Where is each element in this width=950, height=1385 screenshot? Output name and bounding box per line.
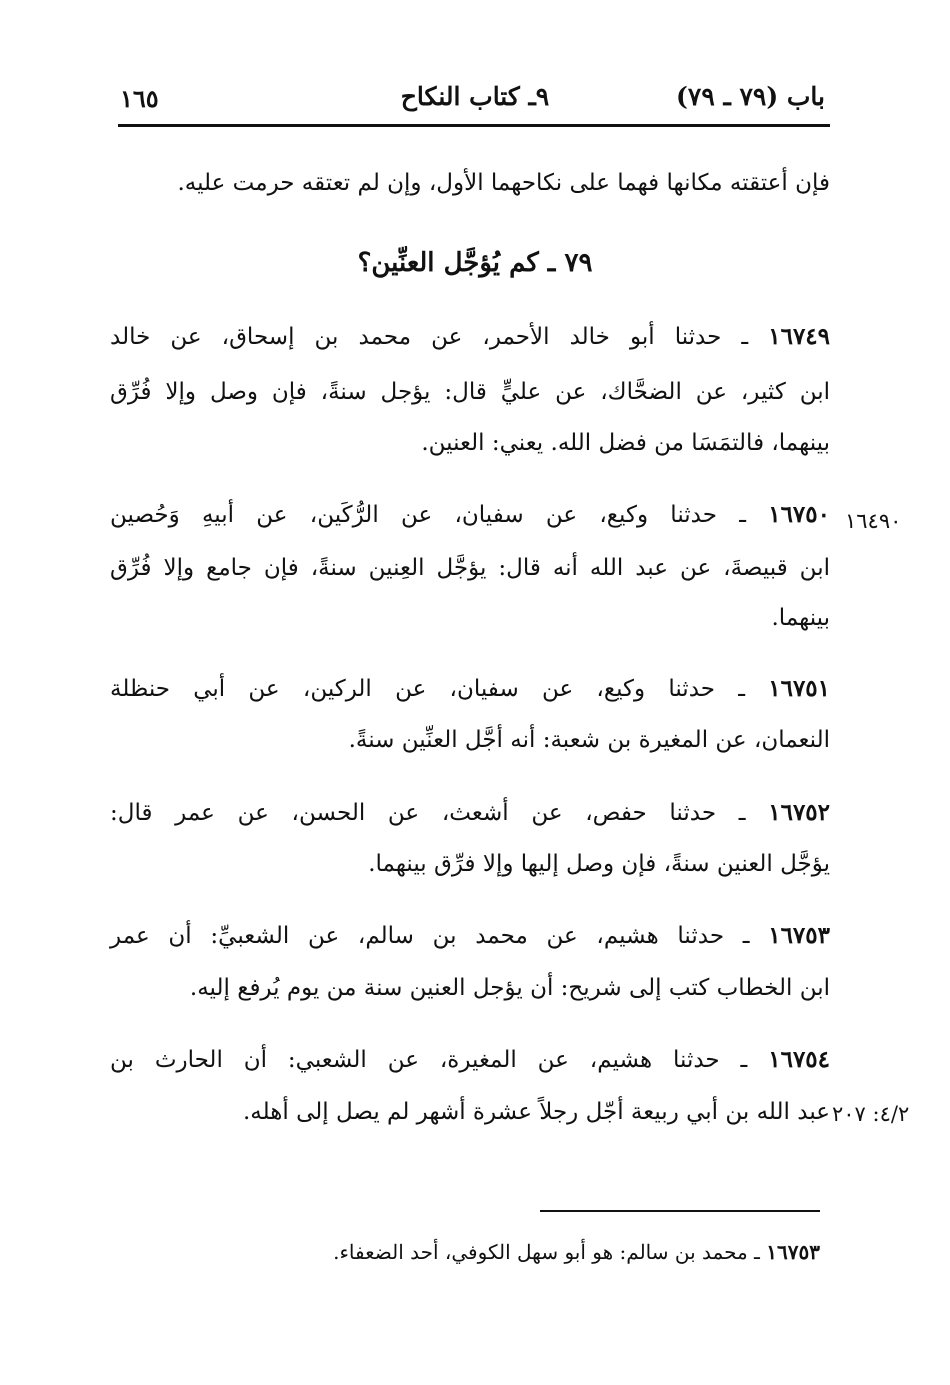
footnote [200,1238,820,1266]
margin-cross-reference: ١٦٤٩٠ [845,509,902,533]
hadith-16753-line-1: ١٦٧٥٣ ـ حدثنا هشيم، عن محمد بن سالم، عن الشعبيِّ: أن عمر [110,922,830,949]
hadith-number: ١٦٧٥٣ [768,922,830,949]
hadith-16751-line-2: النعمان، عن المغيرة بن شعبة: أنه أجَّل العنِّين سنةً. [348,727,830,753]
hadith-number: ١٦٧٥٢ [768,799,831,826]
hadith-number: ١٦٧٥٤ [768,1046,831,1073]
hadith-number: ١٦٧٥٠ [768,501,830,528]
footnote-number: ١٦٧٥٣ [766,1240,820,1264]
hadith-16754-line-2: عبد الله بن أبي ربيعة أجّل رجلاً عشرة أشهر لم يصل إلى أهله. [243,1099,830,1125]
hadith-16752-line-2: يؤجَّل العنين سنةً، فإن وصل إليها وإلا فرِّق بينهما. [368,851,830,877]
hadith-16749-line-2: ابن كثير، عن الضحَّاك، عن عليٍّ قال: يؤجل سنةً، فإن وصل وإلا فُرِّق [110,379,830,405]
hadith-16754-line-1: ١٦٧٥٤ ـ حدثنا هشيم، عن المغيرة، عن الشعبي: أن الحارث بن [110,1046,831,1073]
hadith-16750-line-3: بينهما. [771,605,830,631]
hadith-number: ١٦٧٤٩ [768,323,831,350]
hadith-16749-line-3: بينهما، فالتمَسَا من فضل الله. يعني: العنين. [421,430,830,456]
intro-line: فإن أعتقته مكانها فهما على نكاحهما الأول، وإن لم تعتقه حرمت عليه. [177,170,830,196]
margin-volume-reference: ٤/٢: ٢٠٧ [832,1102,910,1126]
header-rule [118,124,830,127]
hadith-16750-line-2: ابن قبيصةَ، عن عبد الله أنه قال: يؤجَّل العِنين سنةً، فإن جامع وإلا فُرِّق [110,555,830,581]
hadith-16753-line-2: ابن الخطاب كتب إلى شريح: أن يؤجل العنين سنة من يوم يُرفع إليه. [189,975,830,1001]
book-title: ٩ـ كتاب النكاح [400,82,550,111]
hadith-16750-line-1: ١٦٧٥٠ ـ حدثنا وكيع، عن سفيان، عن الرُّكَين، عن أبيهِ وَحُصين [110,501,830,528]
hadith-16752-line-1: ١٦٧٥٢ ـ حدثنا حفص، عن أشعث، عن الحسن، عن عمر قال: [110,799,831,826]
hadith-16749-line-1: ١٦٧٤٩ ـ حدثنا أبو خالد الأحمر، عن محمد بن إسحاق، عن خالد [110,323,831,350]
hadith-number: ١٦٧٥١ [768,675,831,702]
chapter-range: باب (٧٩ ـ ٧٩) [676,82,825,111]
page-number: ١٦٥ [120,84,159,113]
footnote-rule [540,1210,820,1212]
footnote-text: ـ محمد بن سالم: هو أبو سهل الكوفي، أحد الضعفاء. [333,1240,760,1264]
hadith-16751-line-1: ١٦٧٥١ ـ حدثنا وكيع، عن سفيان، عن الركين، عن أبي حنظلة [110,675,831,702]
chapter-title: ٧٩ ـ كم يُؤجَّل العنِّين؟ [357,248,593,278]
